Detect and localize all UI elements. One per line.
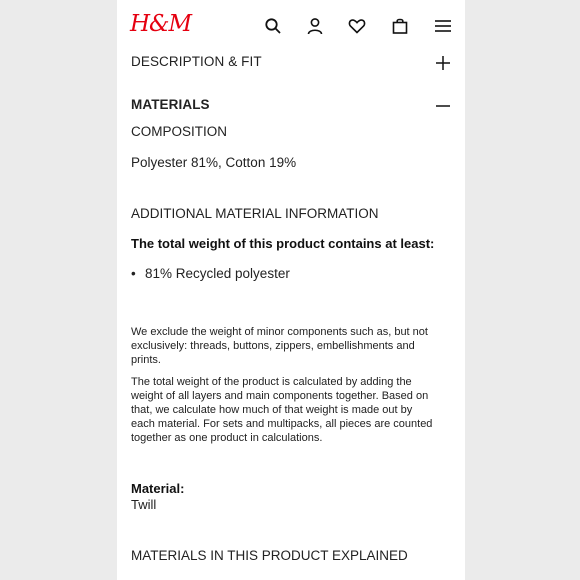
calculation-note — [131, 375, 451, 445]
list-item-text: 81% Recycled polyester — [145, 266, 290, 281]
account-icon[interactable] — [305, 16, 325, 36]
favorites-icon[interactable] — [347, 16, 367, 36]
note-line: exclusively: threads, buttons, zippers, embellishments and — [131, 340, 415, 352]
note-line: prints. — [131, 354, 161, 366]
bag-icon[interactable] — [390, 16, 410, 36]
materials-explained-heading[interactable]: MATERIALS IN THIS PRODUCT EXPLAINED — [131, 548, 408, 563]
exclusion-note — [131, 325, 451, 367]
top-header — [117, 0, 465, 50]
note-line: The total weight of the product is calculated by adding the — [131, 376, 412, 388]
menu-icon[interactable] — [433, 16, 453, 36]
list-item — [131, 266, 451, 281]
composition-heading: COMPOSITION — [131, 124, 228, 139]
accordion-title: DESCRIPTION & FIT — [131, 54, 262, 69]
bullet-icon: • — [131, 266, 136, 281]
hm-logo[interactable]: H&M — [130, 11, 192, 37]
note-line: together as one product in calculations. — [131, 432, 323, 444]
note-line: each material. For sets and multipacks, all pieces are counted — [131, 418, 433, 430]
material-value: Twill — [131, 497, 157, 512]
additional-info-heading: ADDITIONAL MATERIAL INFORMATION — [131, 206, 379, 221]
product-page — [117, 0, 465, 580]
note-line: weight of all layers and main components together. Based on — [131, 390, 429, 402]
accordion-description[interactable] — [131, 53, 451, 73]
material-label: Material: — [131, 481, 185, 496]
search-icon[interactable] — [263, 16, 283, 36]
composition-value: Polyester 81%, Cotton 19% — [131, 155, 297, 170]
note-line: that, we calculate how much of that weight is made out by — [131, 404, 413, 416]
accordion-title: MATERIALS — [131, 97, 210, 112]
note-line: We exclude the weight of minor components such as, but not — [131, 326, 428, 338]
plus-icon[interactable] — [435, 55, 451, 71]
minus-icon[interactable] — [435, 98, 451, 114]
weight-statement: The total weight of this product contains at least: — [131, 236, 435, 251]
accordion-materials[interactable] — [131, 96, 451, 116]
